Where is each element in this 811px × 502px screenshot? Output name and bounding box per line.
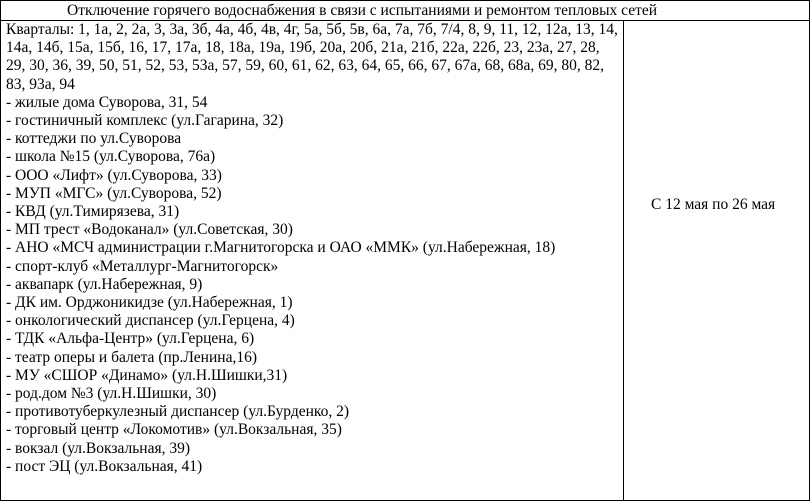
list-item: - ООО «Лифт» (ул.Суворова, 33) [6,166,222,184]
table-title: Отключение горячего водоснабжения в связи с испытаниями и ремонтом тепловых сетей [67,2,658,19]
list-item: - онкологический диспансер (ул.Герцена, 4) [6,312,295,330]
list-item: - МУП «МГС» (ул.Суворова, 52) [6,184,222,202]
list-item: - театр оперы и балета (пр.Ленина,16) [6,348,257,366]
list-item: - ТДК «Альфа-Центр» (ул.Герцена, 6) [6,330,255,348]
list-item: - спорт-клуб «Металлург-Магнитогорск» [6,257,279,275]
outage-period: С 12 мая по 26 мая [651,196,776,213]
list-item: - коттеджи по ул.Суворова [6,130,182,148]
list-item: - ДК им. Орджоникидзе (ул.Набережная, 1) [6,294,293,312]
list-item: - МУ «СШОР «Динамо» (ул.Н.Шишки,31) [6,366,288,384]
list-item: - МП трест «Водоканал» (ул.Советская, 30) [6,221,293,239]
list-item: - род.дом №3 (ул.Н.Шишки, 30) [6,385,217,403]
list-item: - пост ЭЦ (ул.Вокзальная, 41) [6,457,203,475]
list-item: - КВД (ул.Тимирязева, 31) [6,203,180,221]
list-item: - гостиничный комплекс (ул.Гагарина, 32) [6,112,284,130]
list-item: - вокзал (ул.Вокзальная, 39) [6,439,190,457]
list-item: - жилые дома Суворова, 31, 54 [6,93,208,111]
table-header [1,1,809,21]
list-item: - школа №15 (ул.Суворова, 76а) [6,148,216,166]
list-item: - аквапарк (ул.Набережная, 9) [6,275,203,293]
quarters-list: Кварталы: 1, 1а, 2, 2а, 3, 3а, 3б, 4а, 4б, 4в, 4г, 5а, 5б, 5в, 6а, 7а, 7б, 7/4, 8, 9, 11, 12, 12а, 13, 14, 14а, 14б, 15а, 15б, 16, 17, 17а, 18, 18а, 19а, 19б, 20а, 20б, 21а, 21б, 22а, 22б, 23, 23а, 27, 28, 29, 30, 36, 39, 50, 51, 52, 53, 53а, 57, 59, 60, 61, 62, 63, 64, 65, 66, 67, 67а, 68, 68а, 69, 80, 82, 83, 93а, 94 [6,21,618,93]
affected-objects-cell [6,21,620,476]
list-item: - противотуберкулезный диспансер (ул.Бурденко, 2) [6,403,350,421]
list-item: - АНО «МСЧ администрации г.Магнитогорска и ОАО «ММК» (ул.Набережная, 18) [6,239,556,257]
list-item: - торговый центр «Локомотив» (ул.Вокзальная, 35) [6,421,342,439]
period-cell [624,21,810,501]
